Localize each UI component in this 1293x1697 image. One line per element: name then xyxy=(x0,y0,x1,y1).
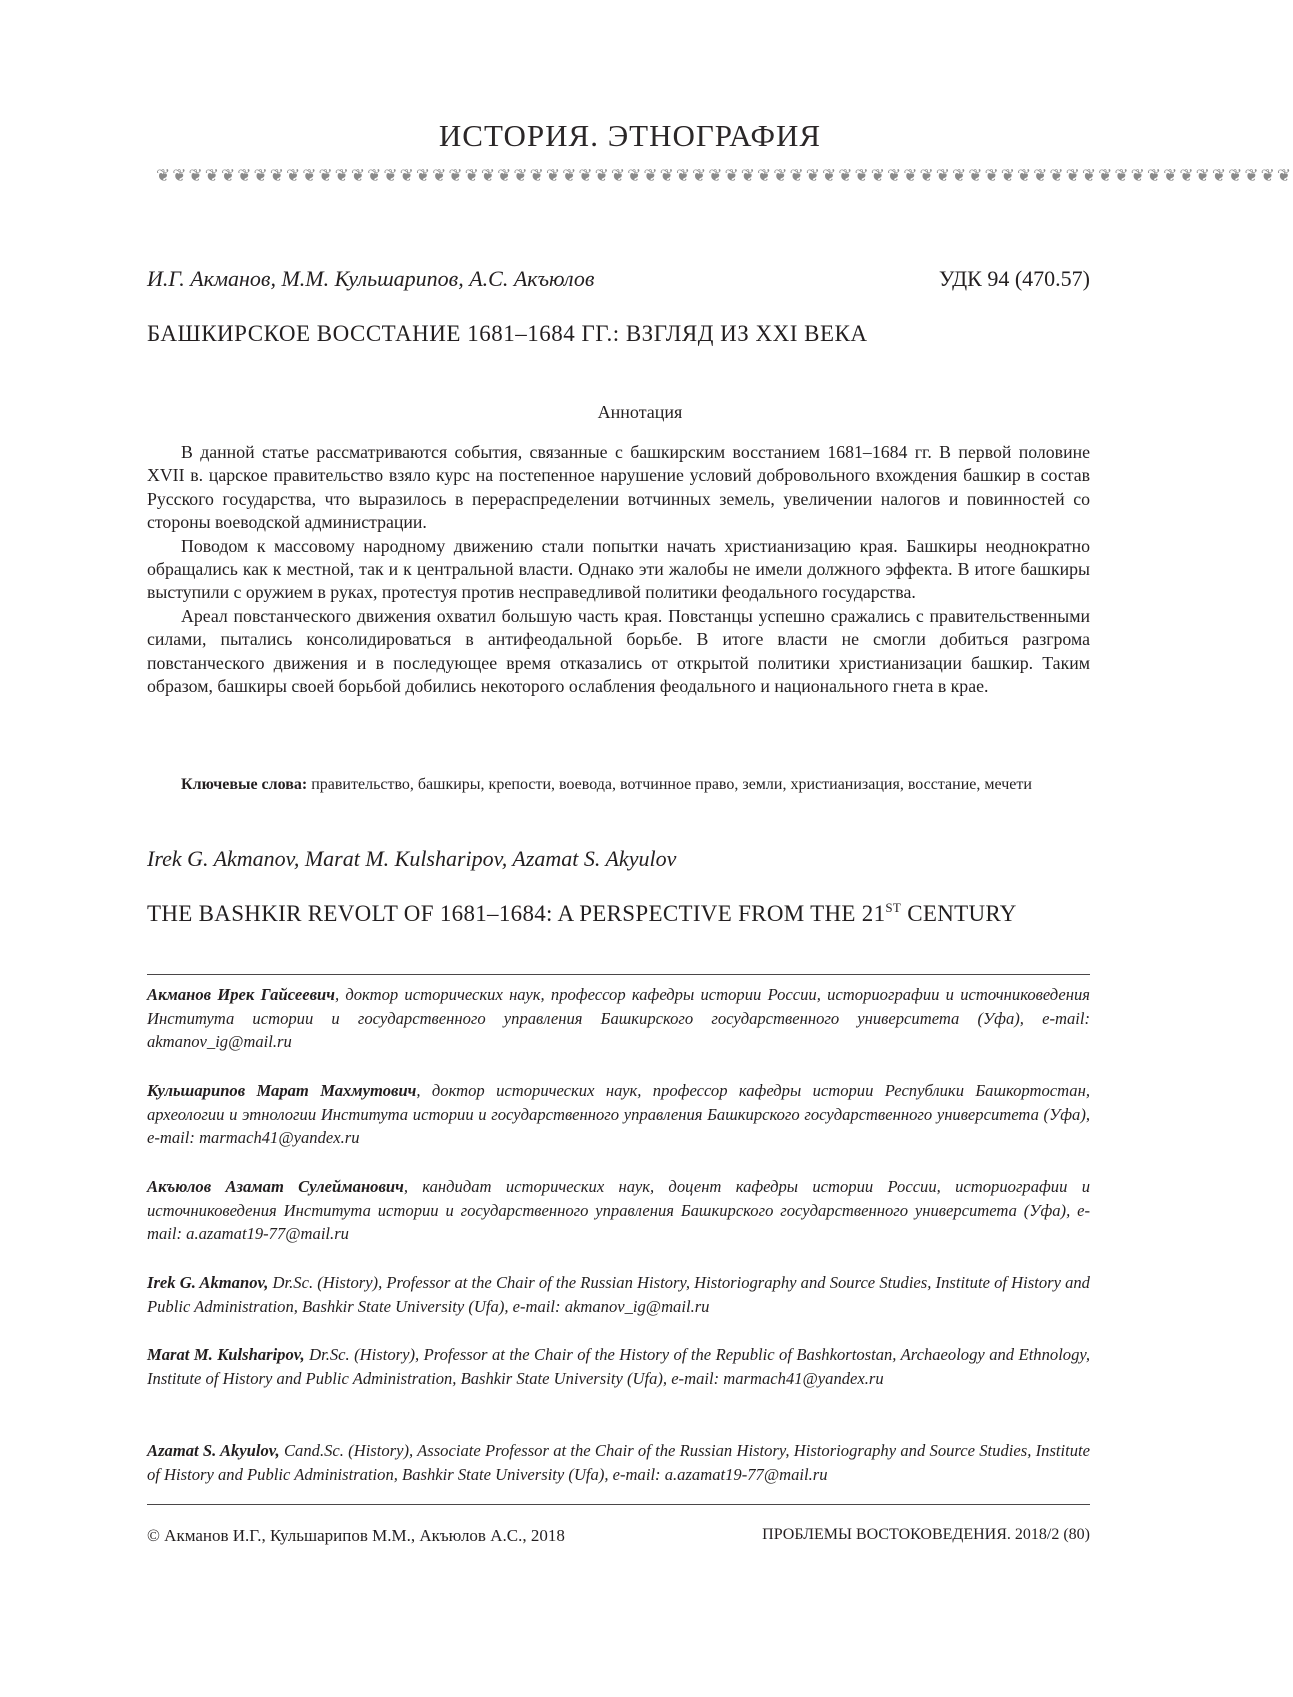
affiliation-text: , кандидат исторических наук, доцент кафедры истории России, историографии и источниковедения Института истории и государственного управления Башкирского государственного университета (Уфа), e-mail: a.azamat19-77@mail.ru xyxy=(147,1177,1090,1243)
affiliation-text: Dr.Sc. (History), Professor at the Chair of the Russian History, Historiography and Source Studies, Institute of History and Public Administration, Bashkir State University (Ufa), e-mail: akmanov_ig@mail.ru xyxy=(147,1273,1090,1316)
affiliation-name: Marat M. Kulsharipov, xyxy=(147,1345,305,1364)
affiliation-text: Dr.Sc. (History), Professor at the Chair of the History of the Republic of Bashkortostan, Archaeology and Ethnology, Institute of History and Public Administration, Bashkir State University (Ufa), e-mail: marmach41@yandex.ru xyxy=(147,1345,1090,1388)
affiliation xyxy=(147,1439,1090,1486)
affiliation-name: Irek G. Akmanov, xyxy=(147,1273,269,1292)
keywords xyxy=(147,773,1090,796)
authors-en: Irek G. Akmanov, Marat M. Kulsharipov, Azamat S. Akyulov xyxy=(147,846,677,871)
affiliation-name: Azamat S. Akyulov, xyxy=(147,1441,280,1460)
divider xyxy=(147,974,1090,975)
abstract-paragraph: Поводом к массовому народному движению стали попытки начать христианизацию края. Башкиры неоднократно обращались как к местной, так и к центральной власти. Однако эти жалобы не имели должного эффекта. В итоге башкиры выступили с оружием в руках, протестуя против несправедливой политики феодального государства. xyxy=(147,535,1090,603)
article-title-en xyxy=(147,900,1017,927)
udk-code: УДК 94 (470.57) xyxy=(938,266,1090,291)
affiliation xyxy=(147,1343,1090,1390)
title-en-sup: ST xyxy=(885,900,902,915)
abstract-paragraph: В данной статье рассматриваются события, связанные с башкирским восстанием 1681–1684 гг. В первой половине XVII в. царское правительство взяло курс на постепенное нарушение условий добровольного вхождения башкир в состав Русского государства, что выразилось в перераспределении вотчинных земель, увеличении налогов и повинностей со стороны воеводской администрации. xyxy=(147,442,1090,533)
title-en-main: THE BASHKIR REVOLT OF 1681–1684: A PERSPECTIVE FROM THE 21 xyxy=(147,901,886,926)
authors-ru: И.Г. Акманов, М.М. Кульшарипов, А.С. Акъюлов xyxy=(147,266,595,291)
affiliation-text: Cand.Sc. (History), Associate Professor at the Chair of the Russian History, Historiography and Source Studies, Institute of History and Public Administration, Bashkir State University (Ufa), e-mail: a.azamat19-77@mail.ru xyxy=(147,1441,1091,1484)
affiliation xyxy=(147,1079,1090,1150)
affiliation xyxy=(147,1175,1090,1246)
affiliation-name: Акманов Ирек Гайсеевич xyxy=(147,985,335,1004)
title-en-end: CENTURY xyxy=(901,901,1017,926)
divider xyxy=(147,1504,1090,1505)
abstract-paragraph: Ареал повстанческого движения охватил большую часть края. Повстанцы успешно сражались с правительственными силами, пытались консолидироваться в антифеодальной борьбе. В итоге власти не смогли добиться разгрома повстанческого движения и в последующее время отказались от открытой политики христианизации башкир. Таким образом, башкиры своей борьбой добились некоторого ослабления феодального и национального гнета в крае. xyxy=(147,605,1090,697)
affiliation-name: Акъюлов Азамат Сулейманович xyxy=(147,1177,404,1196)
floral-ornament-icon: ❦❦❦❦❦❦❦❦❦❦❦❦❦❦❦❦❦❦❦❦❦❦❦❦❦❦❦❦❦❦❦❦❦❦❦❦❦❦❦❦❦❦❦❦❦❦❦❦❦❦❦❦❦❦❦❦❦❦❦❦❦❦❦❦❦❦❦❦❦❦ xyxy=(156,166,1293,185)
affiliation xyxy=(147,1271,1090,1318)
affiliation-name: Кульшарипов Марат Махмутович xyxy=(147,1081,417,1100)
abstract xyxy=(147,441,1090,698)
abstract-heading: Аннотация xyxy=(597,402,683,422)
keywords-text: правительство, башкиры, крепости, воевода, вотчинное право, земли, христианизация, восстание, мечети xyxy=(307,776,1032,793)
copyright: © Акманов И.Г., Кульшарипов М.М., Акъюлов А.С., 2018 xyxy=(147,1526,565,1545)
affiliation xyxy=(147,983,1090,1054)
journal-info: ПРОБЛЕМЫ ВОСТОКОВЕДЕНИЯ. 2018/2 (80) xyxy=(762,1526,1090,1543)
affiliation-text: , доктор исторических наук, профессор кафедры истории России, историографии и источниковедения Института истории и государственного управления Башкирского государственного университета (Уфа), e-mail: akmanov_ig@mail.ru xyxy=(147,985,1090,1051)
keywords-label: Ключевые слова: xyxy=(181,776,308,793)
affiliation-text: , доктор исторических наук, профессор кафедры истории Республики Башкортостан, археологии и этнологии Института истории и государственного управления Башкирского государственного университета (Уфа), e-mail: marmach41@yandex.ru xyxy=(147,1081,1090,1147)
article-title-ru: БАШКИРСКОЕ ВОССТАНИЕ 1681–1684 ГГ.: ВЗГЛЯД ИЗ XXI ВЕКА xyxy=(147,321,868,346)
section-title: ИСТОРИЯ. ЭТНОГРАФИЯ xyxy=(438,118,822,153)
